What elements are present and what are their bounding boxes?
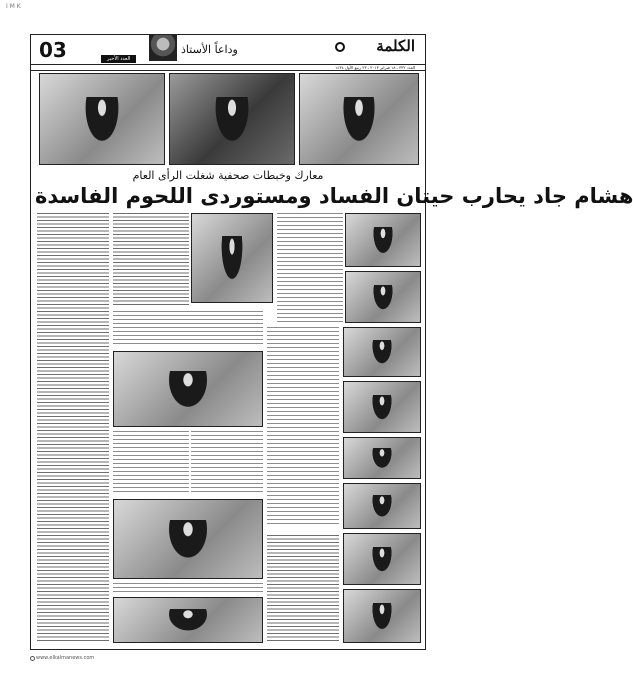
article-headline: هشام جاد يحارب حيتان الفساد ومستوردى اللحوم الفاسدة bbox=[35, 184, 633, 208]
photo-center-top bbox=[191, 213, 273, 303]
farewell-title: وداعاً الأستاذ bbox=[181, 43, 238, 56]
portrait-image bbox=[149, 35, 177, 61]
text-column-mid-b bbox=[191, 431, 263, 495]
photo-right-7 bbox=[343, 533, 421, 585]
text-column-right-mid bbox=[267, 327, 339, 527]
newspaper-logo: الكلمة bbox=[376, 37, 415, 55]
footer-url: www.elkalmanews.com bbox=[36, 655, 95, 661]
top-photo-left bbox=[39, 73, 165, 165]
photo-right-1 bbox=[345, 213, 421, 267]
photo-center-bottom bbox=[113, 597, 263, 643]
photo-right-3 bbox=[343, 327, 421, 377]
text-column-right-top bbox=[277, 213, 343, 323]
top-bar-text: I M K bbox=[6, 3, 21, 10]
date-strip-text: العدد ٣٣٢ ـ ١٨ فبراير ٢٠١٣ ـ ٢٣ ربيع الأول ١٤٣٤ bbox=[335, 65, 415, 70]
photo-right-8 bbox=[343, 589, 421, 643]
photo-center-lower bbox=[113, 499, 263, 579]
top-photo-center bbox=[169, 73, 295, 165]
article-kicker: معارك وخبطات صحفية شغلت الرأى العام bbox=[132, 169, 324, 182]
issue-badge: العدد الأخير bbox=[101, 55, 136, 63]
photo-right-4 bbox=[343, 381, 421, 433]
text-column-mid-a bbox=[113, 311, 263, 347]
text-column-mid-bottom bbox=[113, 583, 263, 593]
page-number: 03 bbox=[39, 38, 67, 62]
photo-right-2 bbox=[345, 271, 421, 323]
text-column-left bbox=[37, 213, 109, 643]
photo-right-5 bbox=[343, 437, 421, 479]
top-photo-right bbox=[299, 73, 419, 165]
page-header bbox=[31, 35, 425, 65]
logo-icon bbox=[335, 42, 345, 52]
footer-logo-icon bbox=[30, 656, 35, 661]
text-column-center bbox=[113, 213, 189, 305]
newspaper-page bbox=[30, 34, 633, 650]
photo-right-6 bbox=[343, 483, 421, 529]
top-bar bbox=[0, 0, 450, 14]
date-strip bbox=[31, 64, 425, 71]
text-column-mid-c bbox=[113, 431, 189, 495]
photo-center-mid bbox=[113, 351, 263, 427]
text-column-right-bottom bbox=[267, 535, 339, 643]
